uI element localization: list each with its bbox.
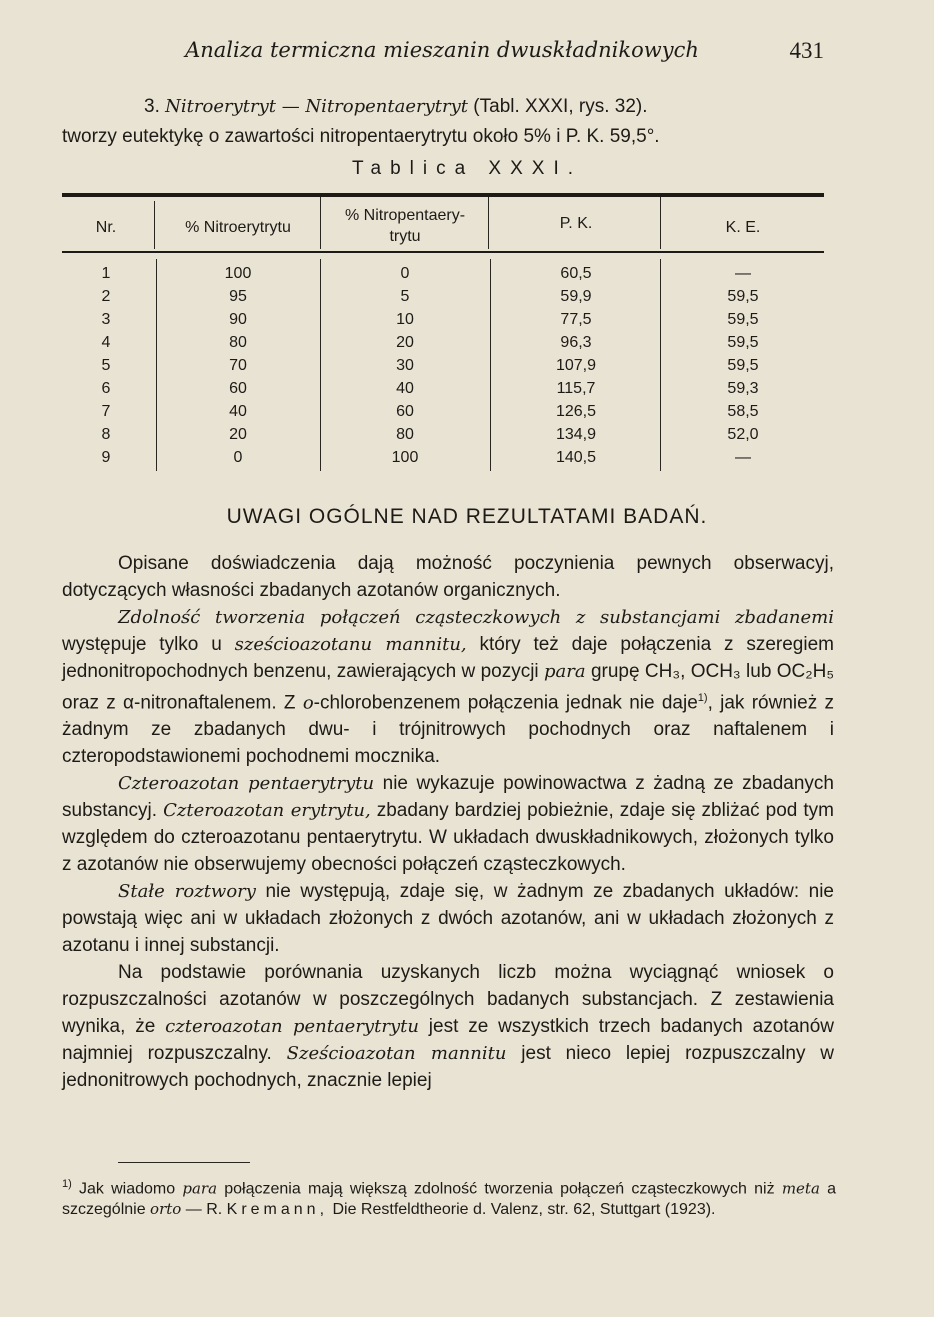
header-nitroerytryt: % Nitroerytrytu: [185, 219, 291, 236]
table-cell-ke: 52,0: [727, 426, 759, 443]
table-cell-nr: 3: [101, 311, 111, 328]
page-number: 431: [789, 38, 824, 63]
emphasis: Czteroazotan pentaerytrytu: [118, 773, 375, 795]
table-cell-a: 70: [229, 357, 247, 374]
table-cell-nr: 9: [101, 449, 111, 466]
header-ke: K. E.: [725, 219, 761, 236]
text-run: a szczególnie: [62, 1180, 837, 1219]
table-cell-b: 40: [396, 380, 414, 397]
footnote-separator: [118, 1162, 250, 1163]
table-cell-nr: 8: [101, 426, 111, 443]
emphasis: o: [302, 692, 314, 714]
emphasis: czteroazotan pentaerytrytu: [165, 1016, 419, 1038]
table-cell-b: 10: [396, 311, 414, 328]
table-row: [62, 357, 824, 380]
emphasis: meta: [781, 1179, 820, 1198]
column-divider: [320, 197, 321, 249]
table-cell-nr: 4: [101, 334, 111, 351]
header-nitropentaerytryt: [322, 205, 488, 247]
text-run: , jak również z żadnym ze zbadanych dwu- i trójnitrowych pochodnych oraz naftalenem i czteropodstawionemi pochodnemi mocznika.: [62, 692, 834, 768]
table-cell-pk: 96,3: [560, 334, 592, 351]
data-table: [62, 193, 824, 473]
running-title: Analiza termiczna mieszanin dwuskładnikowych: [185, 38, 699, 62]
text-run: -chlorobenzenem połączenia jednak nie daje: [313, 692, 698, 714]
text-run: Na podstawie porównania uzyskanych liczb można wyciągnąć wniosek o rozpuszczalności azotanów w poszczególnych badanych substancjach. Z zestawienia wynika, że: [62, 962, 834, 1038]
text-run: nie wykazuje powinowactwa z żadną ze zbadanych substancyj.: [62, 773, 834, 822]
table-cell-pk: 134,9: [555, 426, 597, 443]
text-run: połączenia mają większą zdolność tworzenia połączeń cząsteczkowych niż: [217, 1180, 782, 1198]
table-top-rule: [62, 193, 824, 197]
table-cell-pk: 77,5: [560, 311, 592, 328]
table-cell-nr: 6: [101, 380, 111, 397]
paragraph: [62, 770, 834, 878]
eutectic-statement: tworzy eutektykę o zawartości nitropentaerytrytu około 5% i P. K. 59,5°.: [62, 126, 660, 147]
table-cell-a: 100: [224, 265, 252, 282]
table-row: [62, 403, 824, 426]
table-cell-pk: 59,9: [560, 288, 592, 305]
table-cell-b: 30: [396, 357, 414, 374]
header-pk: P. K.: [559, 215, 593, 232]
table-cell-pk: 115,7: [556, 380, 596, 397]
text-run: grupę CH₃, OCH₃ lub OC₂H₅ oraz z α-nitronaftalenem. Z: [62, 661, 834, 714]
emphasis: para: [544, 661, 586, 682]
table-cell-a: 20: [229, 426, 247, 443]
table-cell-nr: 7: [101, 403, 111, 420]
text-run: Jak wiadomo: [71, 1180, 183, 1198]
section-heading: UWAGI OGÓLNE NAD REZULTATAMI BADAŃ.: [226, 505, 708, 528]
table-cell-pk: 126,5: [555, 403, 597, 420]
text-run: — R.: [181, 1201, 227, 1219]
table-cell-b: 0: [400, 265, 410, 282]
table-cell-nr: 5: [101, 357, 111, 374]
table-cell-nr: 2: [101, 288, 111, 305]
paragraph: [62, 959, 834, 1094]
section-number: 3.: [144, 96, 160, 117]
header-line: trytu: [389, 228, 421, 245]
column-divider: [488, 197, 489, 249]
text-run: jest nieco lepiej rozpuszczalny w jednonitrowych pochodnych, znacznie lepiej: [62, 1043, 834, 1092]
header-nr: Nr.: [95, 219, 117, 236]
table-cell-pk: 107,9: [555, 357, 597, 374]
footnote-marker: 1): [697, 692, 708, 704]
header-line: % Nitropentaery-: [344, 207, 466, 224]
table-cell-ke: —: [735, 449, 751, 466]
table-cell-a: 40: [229, 403, 247, 420]
table-cell-a: 0: [233, 449, 243, 466]
table-cell-ke: —: [735, 265, 751, 282]
footnote: [62, 1174, 836, 1220]
text-run: nie występują, zdaje się, w żadnym ze zbadanych układów: nie powstają więc ani w układach złożonych z dwóch azotanów, ani w układach złożonych z azotanu i innej substancji.: [62, 881, 834, 957]
text-run: który też daje połączenia z szeregiem jednonitropochodnych benzenu, zawierających w pozycji: [62, 634, 834, 682]
intro-paragraph: [62, 92, 826, 152]
paragraph: [62, 878, 834, 959]
table-cell-b: 100: [391, 449, 419, 466]
column-divider: [154, 201, 155, 249]
emphasis: para: [182, 1179, 218, 1198]
table-cell-ke: 59,5: [727, 357, 759, 374]
table-cell-a: 60: [229, 380, 247, 397]
table-cell-ke: 59,3: [727, 380, 759, 397]
table-row: [62, 265, 824, 288]
running-header: [60, 38, 824, 70]
emphasis: sześcioazotanu mannitu,: [234, 634, 467, 655]
table-cell-b: 80: [396, 426, 414, 443]
table-row: [62, 380, 824, 403]
table-row: [62, 288, 824, 311]
text-run: jest ze wszystkich trzech badanych azotanów najmniej rozpuszczalny.: [62, 1016, 834, 1065]
table-cell-a: 80: [229, 334, 247, 351]
emphasis: orto: [150, 1200, 182, 1219]
emphasis: Zdolność tworzenia połączeń cząsteczkowych z substancjami zbadanemi: [118, 607, 834, 628]
table-row: [62, 426, 824, 449]
table-cell-pk: 60,5: [560, 265, 592, 282]
column-divider: [660, 197, 661, 249]
table-cell-a: 90: [229, 311, 247, 328]
emphasis: Czteroazotan erytrytu,: [163, 800, 371, 822]
paragraph: Opisane doświadczenia dają możność poczynienia pewnych obserwacyj, dotyczących własności zbadanych azotanów organicznych.: [62, 553, 834, 601]
table-row: [62, 449, 824, 472]
table-cell-b: 20: [396, 334, 414, 351]
paragraph: [62, 604, 834, 770]
table-reference: (Tabl. XXXI, rys. 32).: [473, 96, 648, 117]
footnote-mark: 1): [62, 1178, 72, 1190]
table-cell-a: 95: [229, 288, 247, 305]
table-caption: Tablica XXXI.: [352, 158, 582, 179]
system-name: Nitroerytryt — Nitropentaerytryt: [165, 96, 469, 117]
table-cell-ke: 59,5: [727, 334, 759, 351]
emphasis: Sześcioazotan mannitu: [286, 1043, 507, 1065]
table-cell-nr: 1: [101, 265, 111, 282]
table-cell-b: 60: [396, 403, 414, 420]
table-row: [62, 334, 824, 357]
table-cell-ke: 58,5: [727, 403, 759, 420]
table-cell-ke: 59,5: [727, 288, 759, 305]
table-cell-ke: 59,5: [727, 311, 759, 328]
text-run: występuje tylko u: [62, 634, 235, 655]
body-text: [62, 550, 834, 1094]
table-header-rule: [62, 251, 824, 253]
text-run: zbadany bardziej pobieżnie, zdaje się zbliżać pod tym względem do czteroazotanu pentaerytrytu. W układach dwuskładnikowych, złożonych tylko z azotanów nie obserwujemy obecności połączeń cząsteczkowych.: [62, 800, 834, 876]
table-cell-b: 5: [400, 288, 410, 305]
table-cell-pk: 140,5: [555, 449, 597, 466]
text-run: Die Restfeldtheorie d. Valenz, str. 62, Stuttgart (1923).: [328, 1201, 716, 1219]
table-row: [62, 311, 824, 334]
emphasis: Stałe roztwory: [118, 881, 256, 903]
author-name: Kremann,: [226, 1201, 329, 1219]
